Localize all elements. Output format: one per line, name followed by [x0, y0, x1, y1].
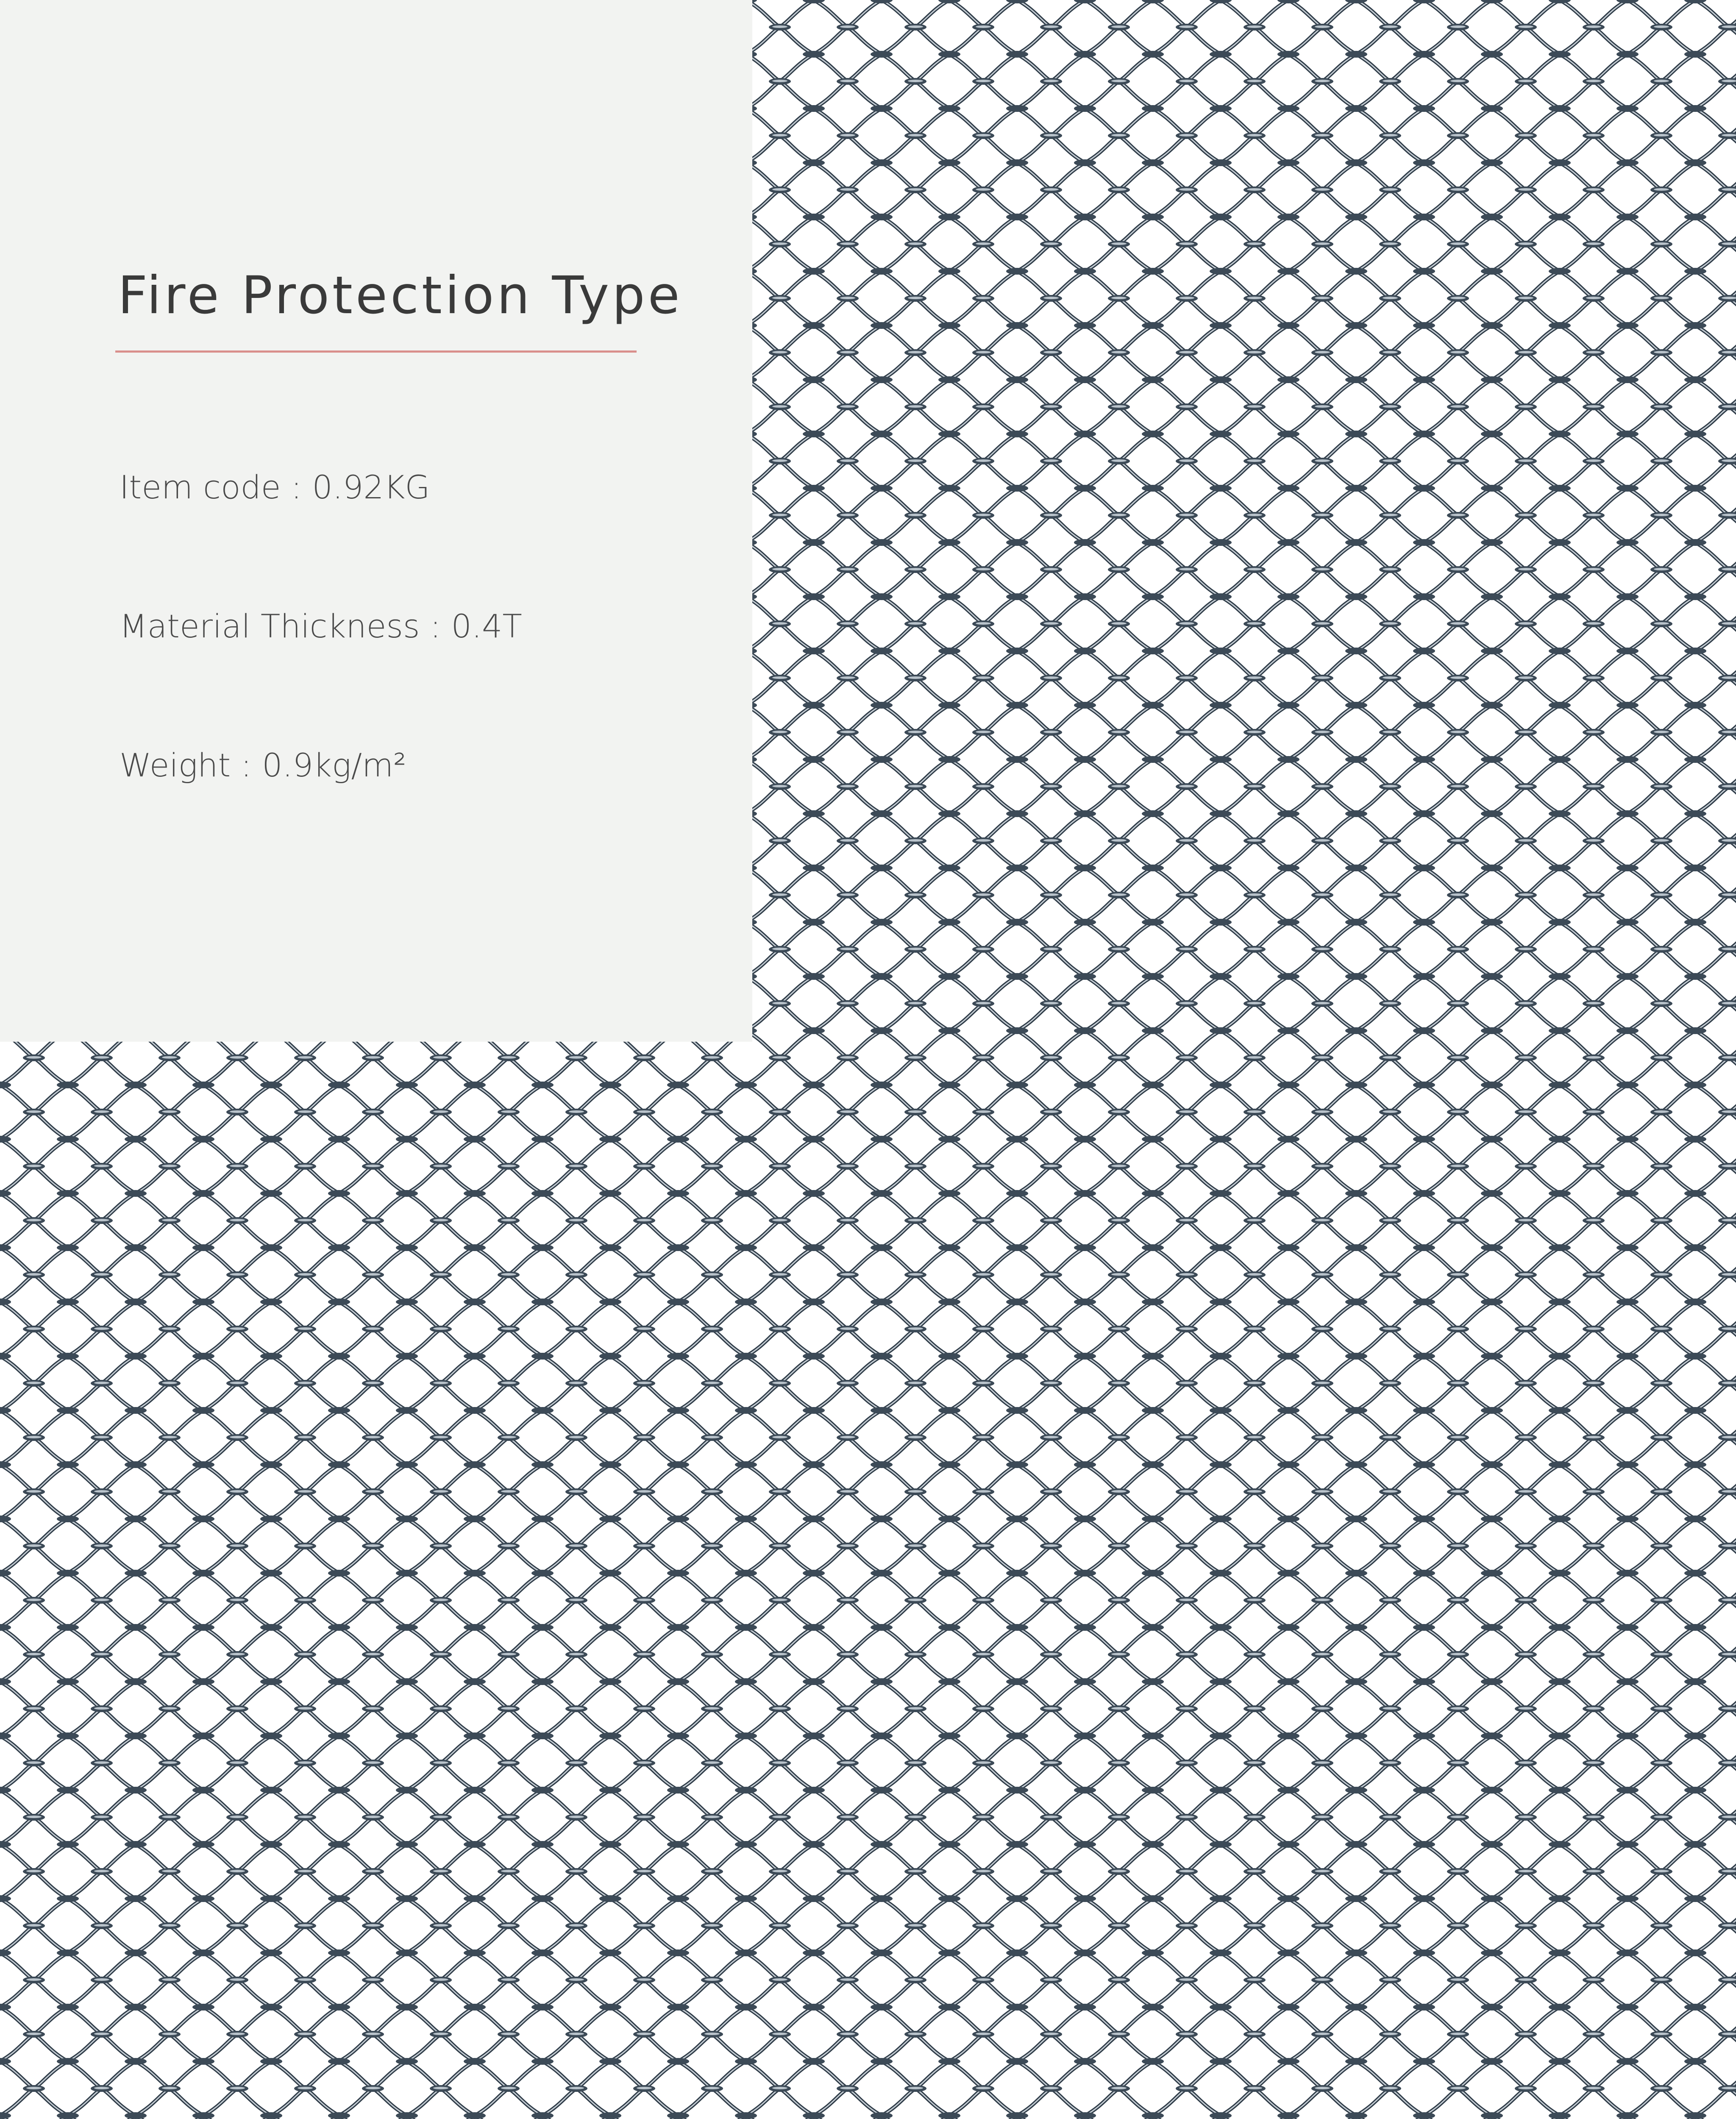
spec-material-thickness: Material Thickness : 0.4T — [120, 607, 522, 645]
spec-weight: Weight : 0.9kg/m² — [120, 746, 406, 784]
title-underline — [115, 350, 637, 353]
product-title: Fire Protection Type — [118, 265, 683, 325]
spec-item-code: Item code : 0.92KG — [120, 468, 430, 506]
spec-card — [0, 0, 752, 1042]
